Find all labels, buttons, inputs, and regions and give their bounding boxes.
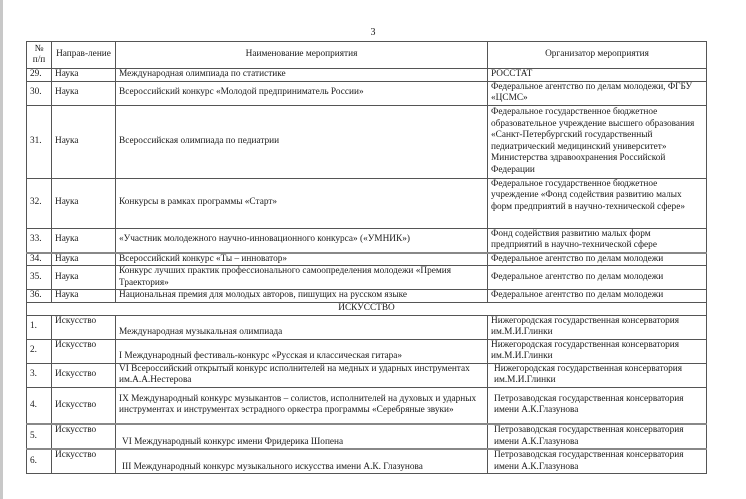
row-direction: Искусство <box>52 424 116 449</box>
row-num: 4. <box>27 387 52 424</box>
table-row <box>27 449 707 474</box>
row-num: 5. <box>27 424 52 449</box>
row-direction: Искусство <box>52 387 116 424</box>
row-direction: Наука <box>52 178 116 228</box>
row-direction: Искусство <box>52 363 116 387</box>
table-row <box>27 228 707 253</box>
table-row <box>27 339 707 363</box>
row-num: 31. <box>27 105 52 178</box>
header-direction: Направ-ление <box>52 42 116 69</box>
table-row <box>27 105 707 178</box>
section-row <box>27 302 707 315</box>
table-row <box>27 387 707 424</box>
row-event-name: Международная музыкальная олимпиада <box>116 315 488 339</box>
row-organizer: Петрозаводская государственная консерватория имени А.К.Глазунова <box>488 424 707 449</box>
row-event-name: Конкурс лучших практик профессионального самоопределения молодежи «Премия Траектория» <box>116 266 488 290</box>
table-row <box>27 424 707 449</box>
row-event-name: Всероссийский конкурс «Молодой предприниматель России» <box>116 81 488 105</box>
table-row <box>27 178 707 228</box>
row-event-name: Международная олимпиада по статистике <box>116 69 488 82</box>
row-num: 32. <box>27 178 52 228</box>
row-num: 35. <box>27 266 52 290</box>
row-event-name: Всероссийская олимпиада по педиатрии <box>116 105 488 178</box>
row-organizer: Федеральное агентство по делам молодежи <box>488 253 707 266</box>
row-organizer: Федеральное государственное бюджетное образовательное учреждение высшего образования «Санкт-Петербургский государственный педиатрический медицинский университет» Министерства здравоохранения Российской Федерации <box>488 105 707 178</box>
row-num: 30. <box>27 81 52 105</box>
row-event-name: Всероссийский конкурс «Ты – инноватор» <box>116 253 488 266</box>
row-direction: Наука <box>52 105 116 178</box>
row-direction: Наука <box>52 69 116 82</box>
row-organizer: Федеральное агентство по делам молодежи <box>488 290 707 303</box>
table-row <box>27 363 707 387</box>
table-row <box>27 253 707 266</box>
row-event-name: VI Международный конкурс имени Фридерика Шопена <box>116 424 488 449</box>
row-num: 6. <box>27 449 52 474</box>
row-num: 36. <box>27 290 52 303</box>
row-direction: Искусство <box>52 449 116 474</box>
row-organizer: Петрозаводская государственная консерватория имени А.К.Глазунова <box>488 449 707 474</box>
row-organizer: Федеральное агентство по делам молодежи, ФГБУ «ЦСМС» <box>488 81 707 105</box>
row-organizer: Нижегородская государственная консерватория им.М.И.Глинки <box>488 339 707 363</box>
table-row <box>27 69 707 82</box>
row-organizer: РОССТАТ <box>488 69 707 82</box>
row-num: 29. <box>27 69 52 82</box>
row-direction: Наука <box>52 290 116 303</box>
table-row <box>27 315 707 339</box>
header-num: № п/п <box>27 42 52 69</box>
row-organizer: Фонд содействия развитию малых форм предприятий в научно-технической сфере <box>488 228 707 253</box>
table-row <box>27 81 707 105</box>
row-direction: Искусство <box>52 339 116 363</box>
row-organizer: Нижегородская государственная консерватория им.М.И.Глинки <box>488 315 707 339</box>
row-event-name: I Международный фестиваль-конкурс «Русская и классическая гитара» <box>116 339 488 363</box>
row-event-name: «Участник молодежного научно-инновационного конкурса» («УМНИК») <box>116 228 488 253</box>
row-organizer: Петрозаводская государственная консерватория имени А.К.Глазунова <box>488 387 707 424</box>
row-event-name: Конкурсы в рамках программы «Старт» <box>116 178 488 228</box>
header-organizer: Организатор мероприятия <box>488 42 707 69</box>
page-edge <box>0 0 3 499</box>
row-event-name: IX Международный конкурс музыкантов – солистов, исполнителей на духовых и ударных инструментах и инструментах эстрадного оркестра программы «Серебряные звуки» <box>116 387 488 424</box>
header-name: Наименование мероприятия <box>116 42 488 69</box>
row-num: 3. <box>27 363 52 387</box>
row-num: 1. <box>27 315 52 339</box>
row-direction: Искусство <box>52 315 116 339</box>
section-title: ИСКУССТВО <box>27 302 707 315</box>
row-organizer: Федеральное государственное бюджетное учреждение «Фонд содействия развитию малых форм предприятий в научно-технической сфере» <box>488 178 707 228</box>
table-row <box>27 266 707 290</box>
row-direction: Наука <box>52 81 116 105</box>
table-row <box>27 290 707 303</box>
row-num: 2. <box>27 339 52 363</box>
row-event-name: VI Всероссийский открытый конкурс исполнителей на медных и ударных инструментах им.А.А.Нестерова <box>116 363 488 387</box>
row-direction: Наука <box>52 253 116 266</box>
events-table <box>26 41 707 474</box>
row-direction: Наука <box>52 228 116 253</box>
row-event-name: III Международный конкурс музыкального искусства имени А.К. Глазунова <box>116 449 488 474</box>
row-num: 34. <box>27 253 52 266</box>
row-organizer: Нижегородская государственная консерватория им.М.И.Глинки <box>488 363 707 387</box>
row-event-name: Национальная премия для молодых авторов, пишущих на русском языке <box>116 290 488 303</box>
row-organizer: Федеральное агентство по делам молодежи <box>488 266 707 290</box>
row-num: 33. <box>27 228 52 253</box>
page-number: 3 <box>370 27 376 38</box>
row-direction: Наука <box>52 266 116 290</box>
table-header-row <box>27 42 707 69</box>
